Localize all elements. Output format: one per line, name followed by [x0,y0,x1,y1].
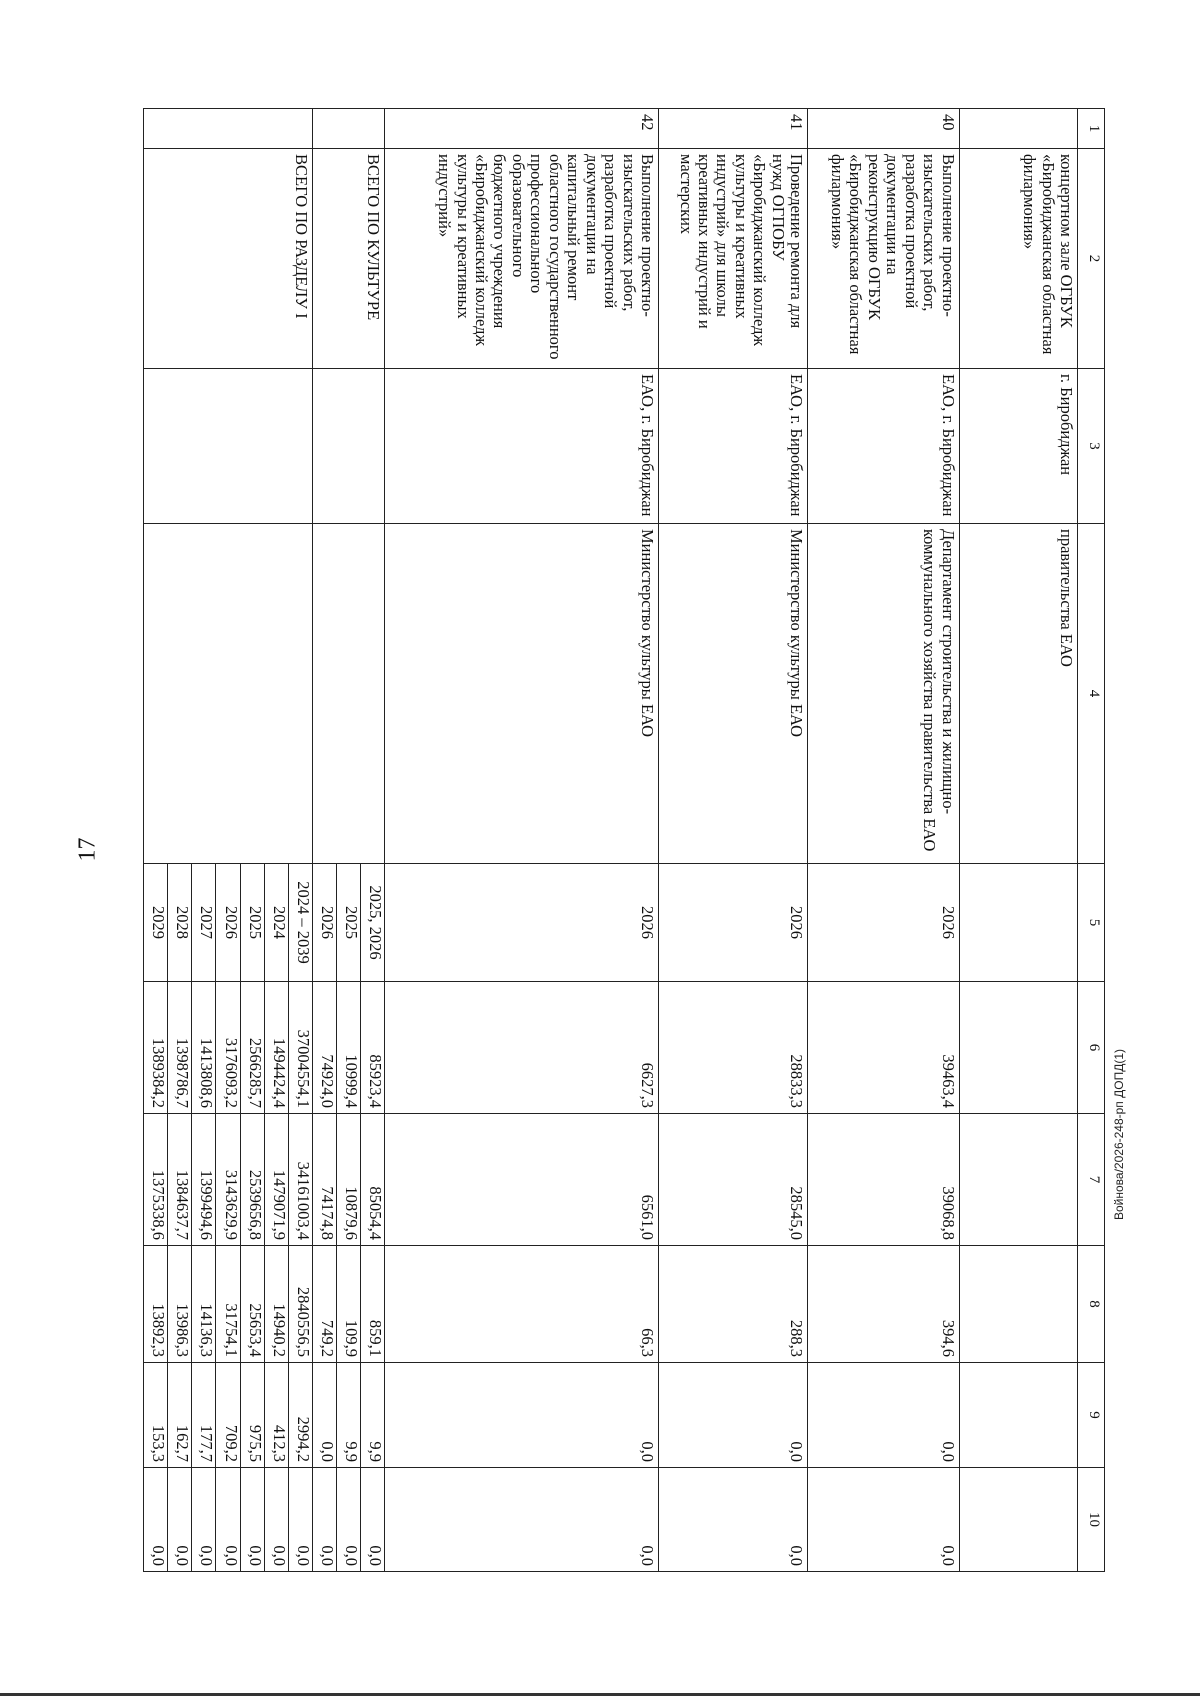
value-col10: 0,0 [312,1468,336,1572]
value-col7: 1375338,6 [144,1114,168,1246]
value-col10: 0,0 [192,1468,216,1572]
column-header: 6 [1078,982,1105,1114]
value-col9: 412,3 [264,1363,288,1468]
value-col10: 0,0 [216,1468,240,1572]
year: 2025 [240,864,264,982]
year: 2025, 2026 [361,864,385,982]
column-header: 5 [1078,864,1105,982]
value-col6: 1413808,6 [192,982,216,1114]
value-col10: 0,0 [240,1468,264,1572]
column-header: 2 [1078,149,1105,369]
value-col10 [959,1468,1077,1572]
value-col10: 0,0 [288,1468,312,1572]
value-col7: 1384637,7 [168,1114,192,1246]
location: г. Биробиджан [959,369,1077,524]
value-col9: 9,9 [361,1363,385,1468]
value-col6: 1389384,2 [144,982,168,1114]
location: ЕАО, г. Биробиджан [385,369,659,524]
row-number: 40 [808,109,959,149]
value-col9: 0,0 [385,1363,659,1468]
section-total-row [288,109,312,1572]
value-col9: 0,0 [312,1363,336,1468]
value-col7 [959,1114,1077,1246]
value-col8: 25653,4 [240,1246,264,1363]
row-number [312,109,384,149]
column-header: 4 [1078,524,1105,864]
value-col7: 10879,6 [336,1114,360,1246]
value-col8: 66,3 [385,1246,659,1363]
table-row [385,109,659,1572]
value-col7: 39068,8 [808,1114,959,1246]
value-col7: 85054,4 [361,1114,385,1246]
value-col9: 0,0 [808,1363,959,1468]
location: ЕАО, г. Биробиджан [808,369,959,524]
year: 2025 [336,864,360,982]
value-col6: 85923,4 [361,982,385,1114]
value-col6 [959,982,1077,1114]
value-col9: 975,5 [240,1363,264,1468]
executor: правительства ЕАО [959,524,1077,864]
value-col10: 0,0 [336,1468,360,1572]
value-col6: 6627,3 [385,982,659,1114]
value-col6: 3176093,2 [216,982,240,1114]
value-col10: 0,0 [168,1468,192,1572]
year: 2028 [168,864,192,982]
value-col10: 0,0 [385,1468,659,1572]
table-row [659,109,808,1572]
executor: Департамент строительства и жилищно-коммунального хозяйства правительства ЕАО [808,524,959,864]
value-col6: 10999,4 [336,982,360,1114]
value-col9: 0,0 [659,1363,808,1468]
value-col8: 749,2 [312,1246,336,1363]
value-col10: 0,0 [659,1468,808,1572]
value-col9: 153,3 [144,1363,168,1468]
year: 2026 [216,864,240,982]
value-col8: 109,9 [336,1246,360,1363]
object-name: Выполнение проектно-изыскательских работ, разработка проектной документации на капитальный ремонт областного государственного профессионального образовательного бюджетного учреждения «Биробиджанский колледж культуры и креативных индустрий» [385,149,659,369]
value-col8: 14136,3 [192,1246,216,1363]
value-col8: 288,3 [659,1246,808,1363]
value-col9: 9,9 [336,1363,360,1468]
culture-total-label: ВСЕГО ПО КУЛЬТУРЕ [312,149,384,369]
value-col6: 28833,3 [659,982,808,1114]
year: 2029 [144,864,168,982]
executor [312,524,384,864]
row-number [144,109,313,149]
budget-table [143,108,1105,1572]
value-col7: 28545,0 [659,1114,808,1246]
executor: Министерство культуры ЕАО [659,524,808,864]
object-name: Выполнение проектно-изыскательских работ, разработка проектной документации на реконструкцию ОГБУК «Биробиджанская областная филармония» [808,149,959,369]
column-header: 7 [1078,1114,1105,1246]
value-col9: 162,7 [168,1363,192,1468]
value-col6: 74924,0 [312,982,336,1114]
value-col10: 0,0 [361,1468,385,1572]
table-container [143,108,1105,1571]
value-col9: 2994,2 [288,1363,312,1468]
row-number [959,109,1077,149]
value-col6: 1494424,4 [264,982,288,1114]
document-footer-code: Войнова/2026-248-рп ДОПД(1) [1112,1048,1126,1220]
year: 2024 [264,864,288,982]
value-col7: 6561,0 [385,1114,659,1246]
executor [144,524,313,864]
value-col10: 0,0 [264,1468,288,1572]
object-name: Проведение ремонта для нужд ОГПОБУ «Биробиджанский колледж культуры и креативных индустрий» для школы креативных индустрий и мастерских [659,149,808,369]
value-col7: 3143629,9 [216,1114,240,1246]
row-number: 41 [659,109,808,149]
location [312,369,384,524]
value-col7: 34161003,4 [288,1114,312,1246]
value-col6: 2566285,7 [240,982,264,1114]
column-header: 1 [1078,109,1105,149]
value-col7: 1399494,6 [192,1114,216,1246]
page-number: 17 [74,837,101,862]
table-row [808,109,959,1572]
value-col7: 74174,8 [312,1114,336,1246]
value-col8: 13986,3 [168,1246,192,1363]
value-col8 [959,1246,1077,1363]
column-header: 10 [1078,1468,1105,1572]
column-header: 9 [1078,1363,1105,1468]
section-total-label: ВСЕГО ПО РАЗДЕЛУ I [144,149,313,369]
value-col8: 394,6 [808,1246,959,1363]
value-col8: 31754,1 [216,1246,240,1363]
value-col10: 0,0 [808,1468,959,1572]
year [959,864,1077,982]
value-col8: 859,1 [361,1246,385,1363]
year: 2026 [659,864,808,982]
value-col8: 2840556,5 [288,1246,312,1363]
culture-total-row [361,109,385,1572]
value-col8: 13892,3 [144,1246,168,1363]
executor: Министерство культуры ЕАО [385,524,659,864]
value-col7: 2539656,8 [240,1114,264,1246]
column-header: 3 [1078,369,1105,524]
location: ЕАО, г. Биробиджан [659,369,808,524]
year: 2026 [385,864,659,982]
year: 2026 [808,864,959,982]
value-col9 [959,1363,1077,1468]
value-col6: 1398786,7 [168,982,192,1114]
value-col9: 709,2 [216,1363,240,1468]
value-col7: 1479071,9 [264,1114,288,1246]
year: 2026 [312,864,336,982]
year: 2027 [192,864,216,982]
value-col8: 14940,2 [264,1246,288,1363]
table-row [959,109,1077,1572]
scan-edge-line [0,1693,1200,1696]
year: 2024 – 2039 [288,864,312,982]
value-col9: 177,7 [192,1363,216,1468]
row-number: 42 [385,109,659,149]
value-col6: 39463,4 [808,982,959,1114]
location [144,369,313,524]
value-col10: 0,0 [144,1468,168,1572]
object-name: концертном зале ОГБУК «Биробиджанская областная филармония» [959,149,1077,369]
header-row [1078,109,1105,1572]
value-col6: 37004554,1 [288,982,312,1114]
column-header: 8 [1078,1246,1105,1363]
